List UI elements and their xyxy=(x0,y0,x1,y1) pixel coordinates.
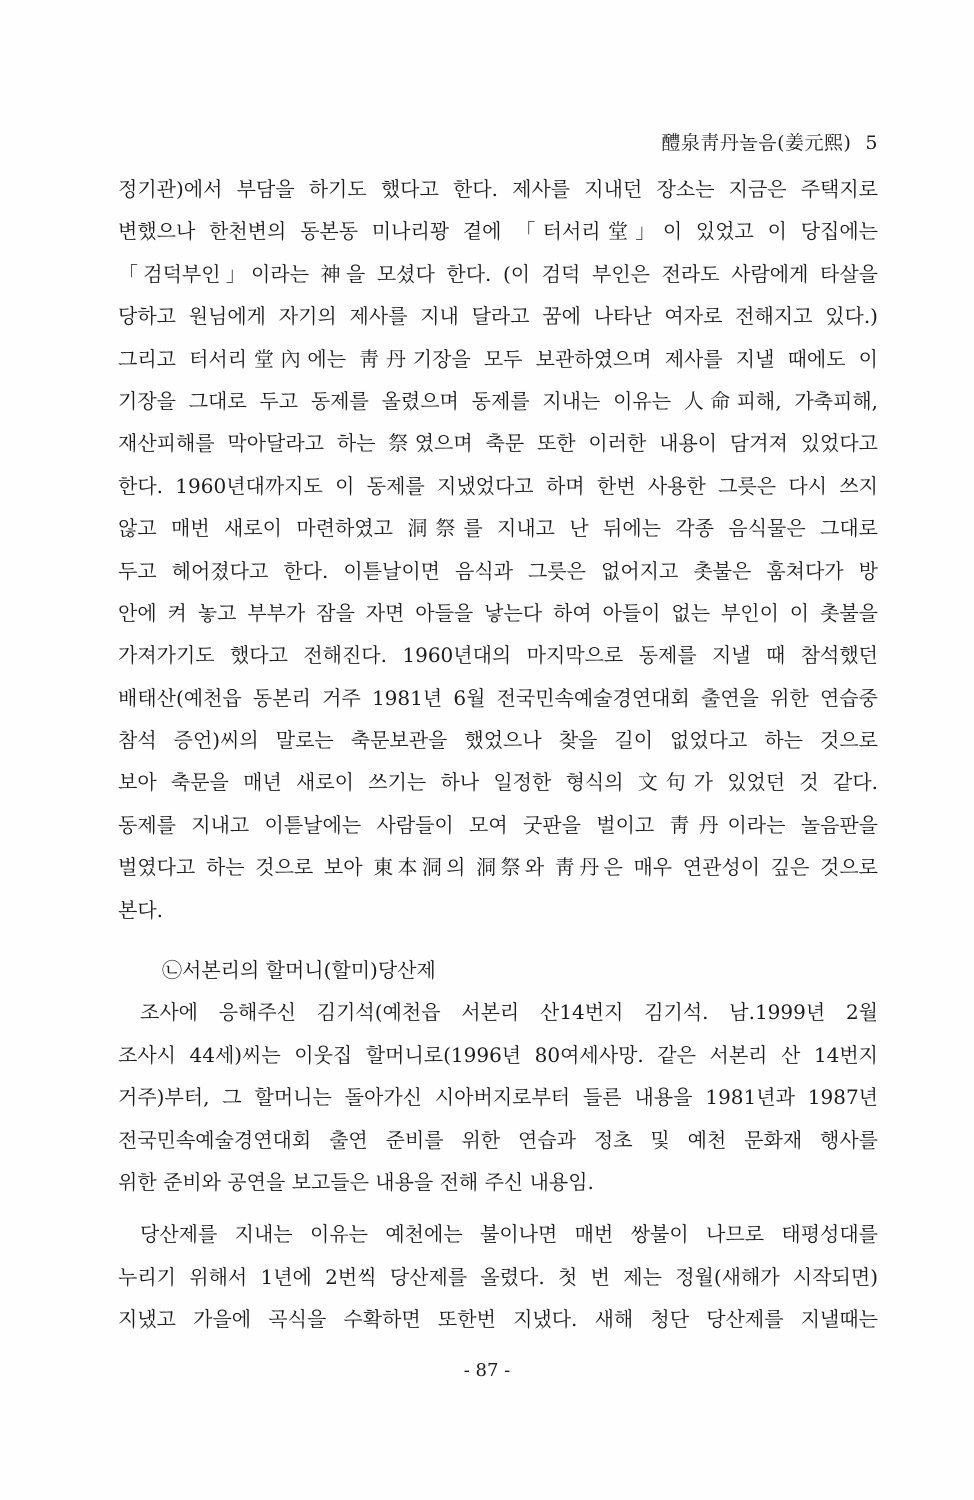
text-line: 누리기 위해서 1년에 2번씩 당산제를 올렸다. 첫 번 제는 정월(새해가 시작되면) xyxy=(118,1264,878,1289)
paragraph-1 xyxy=(118,168,878,931)
paragraph-3 xyxy=(118,1213,878,1340)
text-line: 변했으나 한천변의 동본동 미나리꽝 곁에 「터서리堂」이 있었고 이 당집에는 xyxy=(118,219,878,244)
text-line: 지냈고 가을에 곡식을 수확하면 또한번 지냈다. 새해 청단 당산제를 지낼때는 xyxy=(118,1307,878,1332)
text-line: 당하고 원님에게 자기의 제사를 지내 달라고 꿈에 나타난 여자로 전해지고 있다.) xyxy=(118,304,878,329)
text-line: 기장을 그대로 두고 동제를 올렸으며 동제를 지내는 이유는 人命피해, 가축피해, xyxy=(118,388,878,413)
text-line: 그리고 터서리堂內에는 靑丹기장을 모두 보관하였으며 제사를 지낼 때에도 이 xyxy=(118,346,878,371)
text-line: 보아 축문을 매년 새로이 쓰기는 하나 일정한 형식의 文句가 있었던 것 같다. xyxy=(118,770,878,795)
text-line: 당산제를 지내는 이유는 예천에는 불이나면 매번 쌍불이 나므로 태평성대를 xyxy=(140,1222,878,1247)
text-line: 벌였다고 하는 것으로 보아 東本洞의 洞祭와 靑丹은 매우 연관성이 깊은 것으로 xyxy=(118,855,878,880)
text-line: 재산피해를 막아달라고 하는 祭였으며 축문 또한 이러한 내용이 담겨져 있었다고 xyxy=(118,431,878,456)
header-title: 醴泉靑丹놀음(姜元熙) xyxy=(661,132,852,154)
page-number: - 87 - xyxy=(463,1360,511,1381)
text-line: 동제를 지내고 이튿날에는 사람들이 모여 굿판을 벌이고 靑丹이라는 놀음판을 xyxy=(118,812,878,837)
text-line: 참석 증언)씨의 말로는 축문보관을 했었으나 찾을 길이 없었다고 하는 것으로 xyxy=(118,728,878,753)
section-heading: ㉡서본리의 할머니(할미)당산제 xyxy=(162,958,436,983)
text-line: 한다. 1960년대까지도 이 동제를 지냈었다고 하며 한번 사용한 그릇은 다시 쓰지 xyxy=(118,473,878,498)
text-line: 위한 준비와 공연을 보고들은 내용을 전해 주신 내용임. xyxy=(118,1169,594,1194)
text-line: 않고 매번 새로이 마련하였고 洞祭를 지내고 난 뒤에는 각종 음식물은 그대로 xyxy=(118,516,878,541)
running-header xyxy=(661,128,878,155)
text-line: 「검덕부인」이라는 神을 모셨다 한다. (이 검덕 부인은 전라도 사람에게 타살을 xyxy=(118,261,878,286)
text-line: 안에 켜 놓고 부부가 잠을 자면 아들을 낳는다 하여 아들이 없는 부인이 이 촛불을 xyxy=(118,600,878,625)
body-text xyxy=(118,168,878,1341)
text-line: 배태산(예천읍 동본리 거주 1981년 6월 전국민속예술경연대회 출연을 위한 연습중 xyxy=(118,685,878,710)
text-line: 본다. xyxy=(118,897,163,922)
text-line: 조사에 응해주신 김기석(예천읍 서본리 산14번지 김기석. 남.1999년 2월 xyxy=(140,1000,878,1025)
paragraph-gap xyxy=(118,1203,878,1213)
text-line: 거주)부터, 그 할머니는 돌아가신 시아버지로부터 들른 내용을 1981년과 1987년 xyxy=(118,1085,878,1110)
header-page-number: 5 xyxy=(865,132,878,154)
paragraph-2 xyxy=(118,991,878,1203)
text-line: 두고 헤어졌다고 한다. 이튿날이면 음식과 그릇은 없어지고 촛불은 훔쳐다가 방 xyxy=(118,558,878,583)
text-line: 조사시 44세)씨는 이웃집 할머니로(1996년 80여세사망. 같은 서본리 산 14번지 xyxy=(118,1042,878,1067)
text-line: 가져가기도 했다고 전해진다. 1960년대의 마지막으로 동제를 지낼 때 참석했던 xyxy=(118,643,878,668)
text-line: 정기관)에서 부담을 하기도 했다고 한다. 제사를 지내던 장소는 지금은 주택지로 xyxy=(118,177,878,201)
text-line: 전국민속예술경연대회 출연 준비를 위한 연습과 정초 및 예천 문화재 행사를 xyxy=(118,1127,878,1152)
